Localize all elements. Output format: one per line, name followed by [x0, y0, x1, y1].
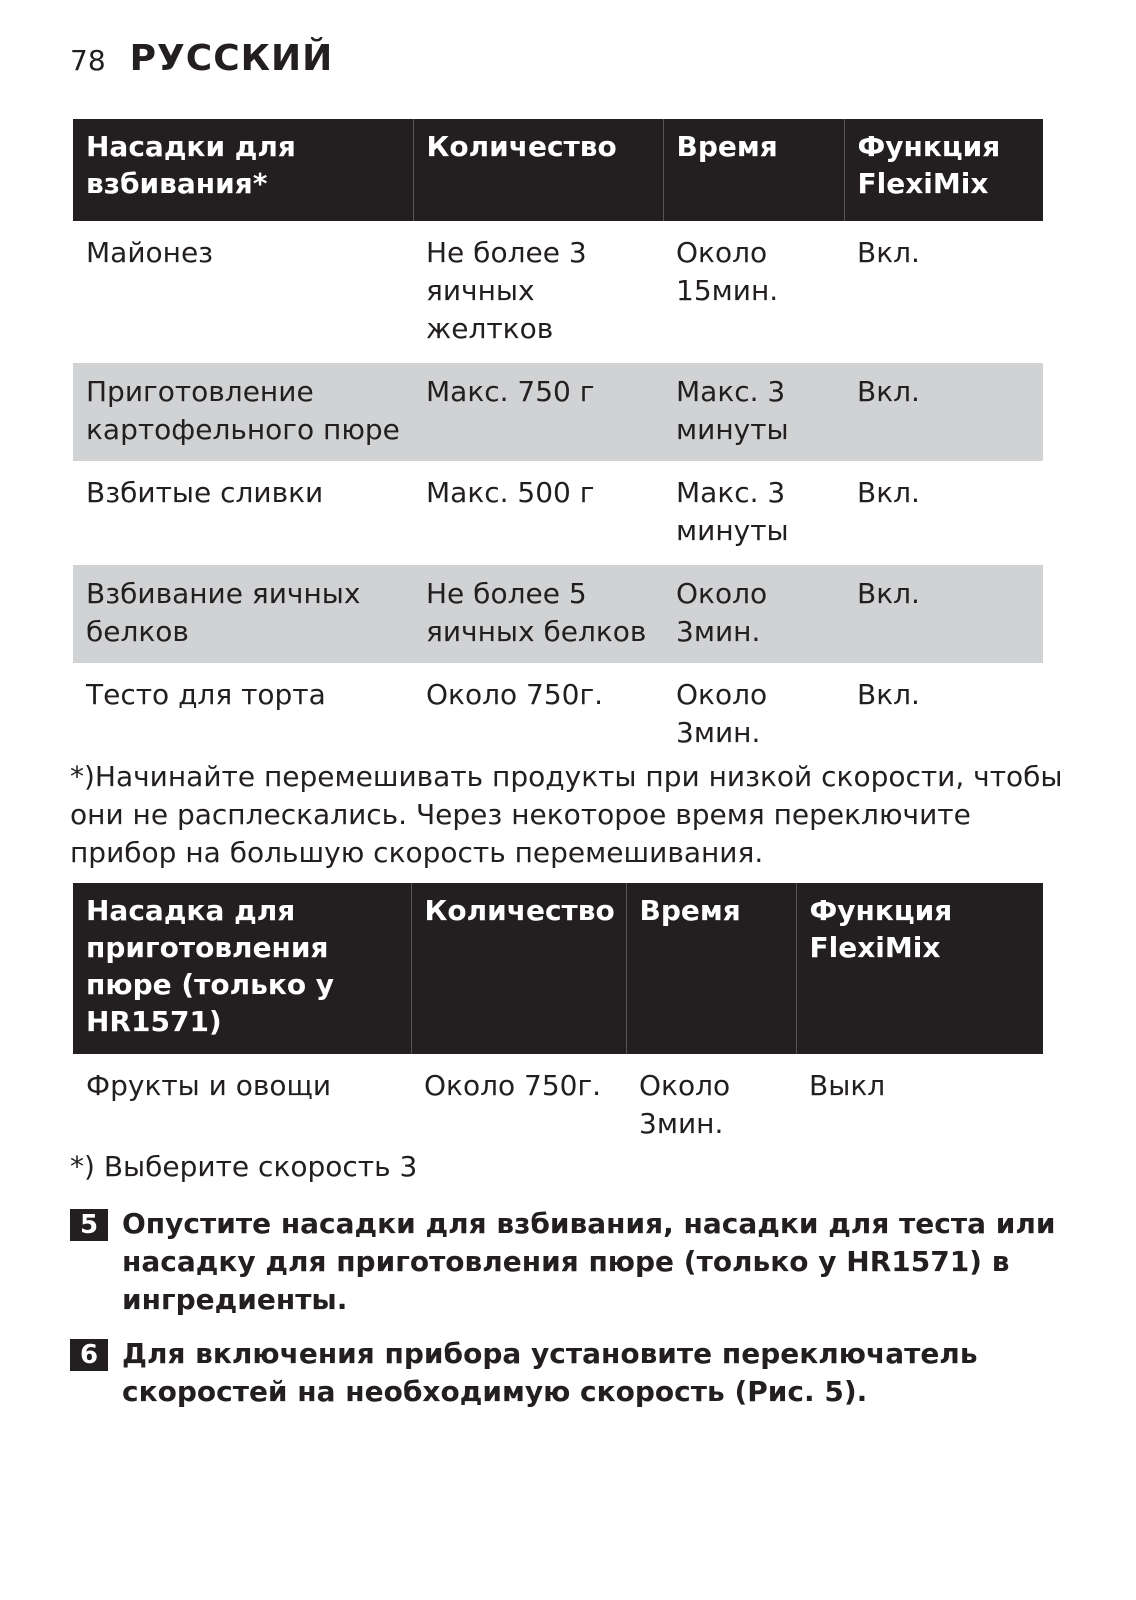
cell-quantity: Макс. 500 г [413, 462, 663, 563]
header-time: Время [626, 883, 796, 1056]
cell-quantity: Макс. 750 г [413, 361, 663, 462]
cell-fleximix: Вкл. [844, 462, 1043, 563]
cell-quantity: Около 750г. [413, 664, 663, 764]
header-quantity: Количество [413, 119, 663, 222]
footnote-speed-advice: *)Начинайте перемешивать продукты при низкой скорости, чтобы они не расплескались. Через некоторое время переключите прибор на большую скорость перемешивания. [70, 760, 1063, 869]
cell-food: Майонез [73, 222, 413, 361]
table-row [73, 222, 1043, 361]
header-fleximix: Функция FlexiMix [844, 119, 1043, 222]
step-5 [70, 1205, 1060, 1319]
language-heading: РУССКИЙ [129, 38, 334, 79]
cell-food: Тесто для торта [73, 664, 413, 764]
table-row [73, 462, 1043, 563]
step-text: Опустите насадки для взбивания, насадки для теста или насадку для приготовления пюре (только у HR1571) в ингредиенты. [122, 1207, 1056, 1316]
cell-food: Приготовление картофельного пюре [73, 361, 413, 462]
cell-time: Макс. 3 минуты [663, 462, 844, 563]
cell-time: Около 3мин. [663, 563, 844, 664]
cell-food: Взбивание яичных белков [73, 563, 413, 664]
whisk-table [73, 119, 1043, 764]
page-header [70, 38, 333, 88]
cell-time: Около 3мин. [663, 664, 844, 764]
header-quantity: Количество [411, 883, 626, 1056]
cell-food: Взбитые сливки [73, 462, 413, 563]
cell-quantity: Не более 5 яичных белков [413, 563, 663, 664]
step-number-badge: 6 [70, 1339, 108, 1371]
cell-quantity: Не более 3 яичных желтков [413, 222, 663, 361]
page-number: 78 [70, 44, 106, 77]
table-row [73, 563, 1043, 664]
cell-fleximix: Вкл. [844, 563, 1043, 664]
cell-time: Макс. 3 минуты [663, 361, 844, 462]
header-time: Время [663, 119, 844, 222]
cell-time: Около 3мин. [626, 1056, 796, 1156]
cell-fleximix: Вкл. [844, 222, 1043, 361]
table-header-row [73, 883, 1043, 1056]
footnote-select-speed: *) Выберите скорость 3 [70, 1150, 418, 1183]
step-number-badge: 5 [70, 1209, 108, 1241]
table-header-row [73, 119, 1043, 222]
cell-quantity: Около 750г. [411, 1056, 626, 1156]
step-6 [70, 1335, 1060, 1411]
table-row [73, 1056, 1043, 1156]
cell-food: Фрукты и овощи [73, 1056, 411, 1156]
step-text: Для включения прибора установите переключатель скоростей на необходимую скорость (Рис. 5). [122, 1337, 978, 1408]
header-attachment: Насадки для взбивания* [73, 119, 413, 222]
cell-time: Около 15мин. [663, 222, 844, 361]
table-row [73, 361, 1043, 462]
cell-fleximix: Выкл [796, 1056, 1043, 1156]
cell-fleximix: Вкл. [844, 664, 1043, 764]
header-fleximix: Функция FlexiMix [796, 883, 1043, 1056]
header-attachment: Насадка для приготовления пюре (только у HR1571) [73, 883, 411, 1056]
table-row [73, 664, 1043, 764]
puree-table [73, 883, 1043, 1155]
cell-fleximix: Вкл. [844, 361, 1043, 462]
